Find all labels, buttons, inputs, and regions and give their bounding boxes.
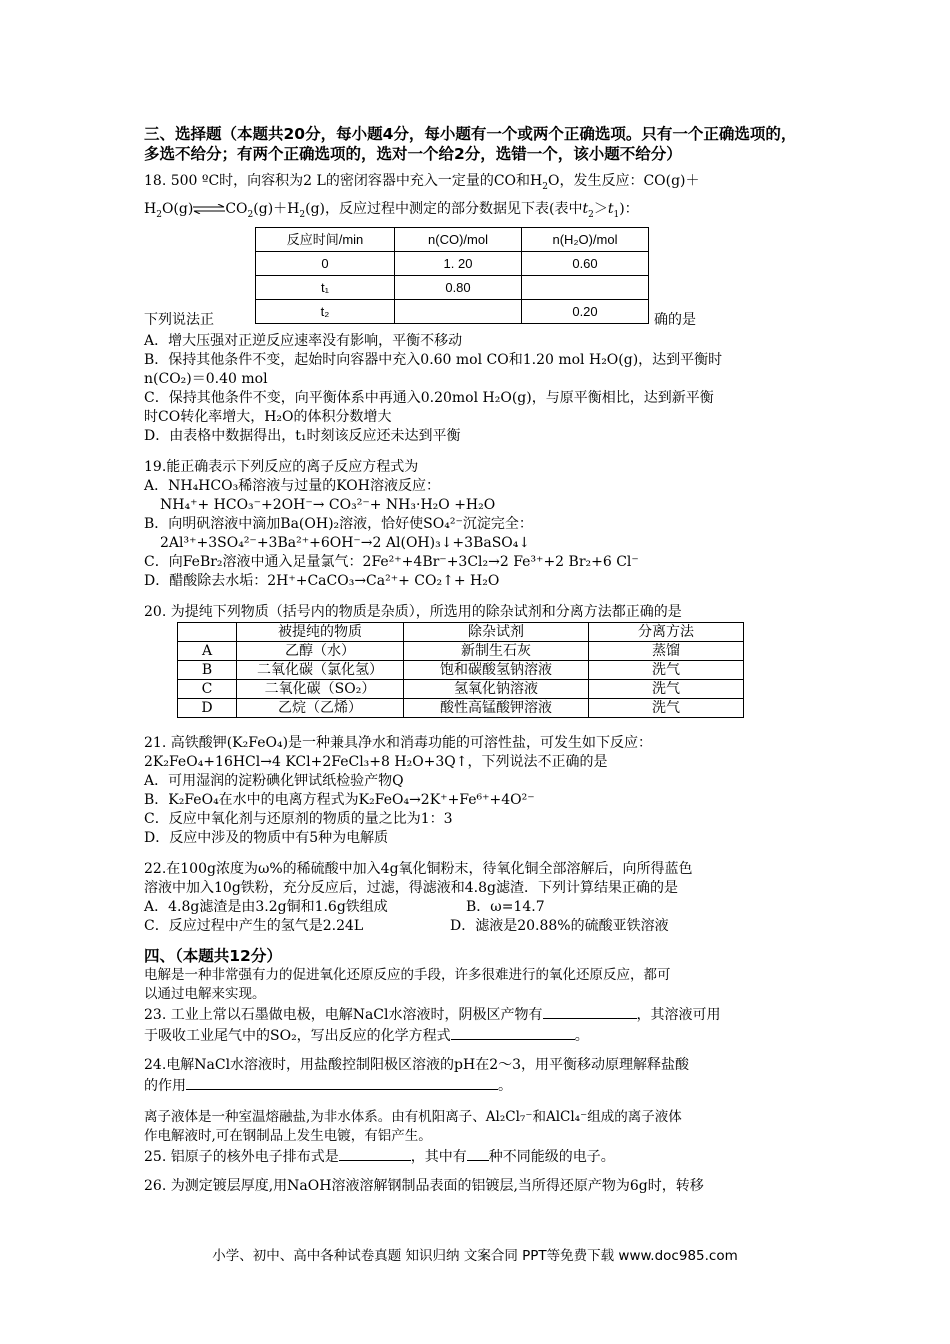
q22-stem-cont: 溶液中加入10g铁粉，充分反应后，过滤，得滤液和4.8g滤渣．下列计算结果正确的是 [144,880,679,896]
q22-options-ab [144,898,809,917]
answer-blank[interactable] [186,1075,498,1090]
table-cell: 氢氧化钠溶液 [404,680,589,699]
q21-stem-equation: 2K₂FeO₄+16HCl→4 KCl+2FeCl₃+8 H₂O+3Q↑，下列说法不正确的是 [144,754,608,770]
table-row [256,252,649,276]
section-4-intro: 电解是一种非常强有力的促进氧化还原反应的手段，许多很难进行的氧化还原反应，都可 [144,967,671,983]
q19-option-d: D．醋酸除去水垢：2H⁺+CaCO₃→Ca²⁺+ CO₂↑+ H₂O [144,573,500,589]
table-header-cell: n(CO)/mol [395,228,522,252]
ionic-liquid-intro-cont: 作电解液时,可在钢制品上发生电镀，有铝产生。 [144,1128,432,1144]
q22-option-c: C．反应过程中产生的氢气是2.24L [144,918,364,934]
q18-stem: 18. 500 ºC时，向容积为2 L的密闭容器中充入一定量的CO和$H_2O$，发生反应：CO(g)＋ [144,173,700,192]
section-4-header: 四、（本题共12分） [144,947,282,965]
table-cell: 二氧化碳（SO₂） [237,680,404,699]
q23-line1: 23. 工业上常以石墨做电极，电解NaCl水溶液时，阴极区产物有 ，其溶液可用 [144,1004,809,1025]
table-cell: 新制生石灰 [404,642,589,661]
table-cell: 乙烷（乙烯） [237,699,404,718]
q24-line2: 的作用 。 [144,1075,809,1096]
q20-purification-table [177,622,744,718]
table-cell: 0 [256,252,395,276]
q18-option-a: A．增大压强对正逆反应速率没有影响，平衡不移动 [144,333,463,349]
table-row [256,300,649,324]
q18-option-b-cont: n(CO₂)＝0.40 mol [144,371,268,387]
table-cell: t₁ [256,276,395,300]
table-row [178,680,744,699]
q26: 26. 为测定镀层厚度,用NaOH溶液溶解钢制品表面的铝镀层,当所得还原产物为6g时，转移 [144,1178,704,1194]
q22-option-b: B．ω=14.7 [466,899,545,915]
table-cell: C [178,680,237,699]
table-cell [395,300,522,324]
q19-stem: 19.能正确表示下列反应的离子反应方程式为 [144,459,419,475]
table-header-cell: 除杂试剂 [404,623,589,642]
table-row [256,228,649,252]
table-header-cell: n(H₂O)/mol [522,228,649,252]
q18-option-b: B．保持其他条件不变，起始时向容器中充入0.60 mol CO和1.20 mol H₂O(g)，达到平衡时 [144,352,723,368]
table-row [178,623,744,642]
table-cell: 蒸馏 [589,642,744,661]
table-row [178,642,744,661]
table-cell: D [178,699,237,718]
q19-option-b-equation: 2Al³⁺+3SO₄²⁻+3Ba²⁺+6OH⁻→2 Al(OH)₃↓+3BaSO₄↓ [160,535,531,551]
q19-option-a: A．NH₄HCO₃稀溶液与过量的KOH溶液反应： [144,478,440,494]
table-cell: t₂ [256,300,395,324]
section-3-header: 三、选择题（本题共20分，每小题4分，每小题有一个或两个正确选项。只有一个正确选项的，多选不给分；有两个正确选项的，选对一个给2分，选错一个，该小题不给分） [144,125,797,163]
table-cell: 洗气 [589,680,744,699]
q18-data-table [255,227,649,324]
table-cell: 0.60 [522,252,649,276]
table-row [178,699,744,718]
q21-option-c: C．反应中氧化剂与还原剂的物质的量之比为1：3 [144,811,453,827]
q18-lead-left: 下列说法正 [144,312,214,328]
q18-option-c: C．保持其他条件不变，向平衡体系中再通入0.20mol H₂O(g)，与原平衡相比，达到新平衡 [144,390,714,406]
table-row [256,276,649,300]
table-cell: 酸性高锰酸钾溶液 [404,699,589,718]
q24-line1: 24.电解NaCl水溶液时，用盐酸控制阳极区溶液的pH在2～3，用平衡移动原理解释盐酸 [144,1057,690,1073]
table-cell: 0.20 [522,300,649,324]
q21-option-b: B．K₂FeO₄在水中的电离方程式为K₂FeO₄→2K⁺+Fe⁶⁺+4O²⁻ [144,792,535,808]
q19-option-c: C．向FeBr₂溶液中通入足量氯气：2Fe²⁺+4Br⁻+3Cl₂→2 Fe³⁺+2 Br₂+6 Cl⁻ [144,554,639,570]
q18-stem-line2: $H_2O(g)$ $CO_2(g)+H_2(g)$，反应过程中测定的部分数据见下表(表中$t_2>t_1$)： [144,201,639,220]
table-header-cell: 分离方法 [589,623,744,642]
q18-option-d: D．由表格中数据得出，t₁时刻该反应还未达到平衡 [144,428,461,444]
q23-line2: 于吸收工业尾气中的SO₂，写出反应的化学方程式 。 [144,1025,809,1046]
answer-blank[interactable] [467,1146,489,1161]
q18-lead-right: 确的是 [654,312,696,328]
table-cell: 洗气 [589,661,744,680]
exam-page [144,124,809,1196]
q22-options-cd [144,917,809,936]
equilibrium-arrow-icon [193,204,225,214]
table-row [178,661,744,680]
q19-option-b: B．向明矾溶液中滴加Ba(OH)₂溶液，恰好使SO₄²⁻沉淀完全： [144,516,533,532]
table-cell: 洗气 [589,699,744,718]
q21-option-a: A．可用湿润的淀粉碘化钾试纸检验产物Q [144,773,404,789]
q19-option-a-equation: NH₄⁺+ HCO₃⁻+2OH⁻→ CO₃²⁻+ NH₃·H₂O +H₂O [160,497,496,513]
table-cell: 1. 20 [395,252,522,276]
q21-stem: 21. 高铁酸钾(K₂FeO₄)是一种兼具净水和消毒功能的可溶性盐，可发生如下反应： [144,735,653,751]
table-cell: 0.80 [395,276,522,300]
answer-blank[interactable] [339,1146,411,1161]
table-header-cell [178,623,237,642]
q18-table-area [144,225,809,329]
answer-blank[interactable] [543,1004,637,1019]
ionic-liquid-intro: 离子液体是一种室温熔融盐,为非水体系。由有机阳离子、Al₂Cl₇⁻和AlCl₄⁻组成的离子液体 [144,1109,682,1125]
q22-option-a: A．4.8g滤渣是由3.2g铜和1.6g铁组成 [144,899,388,915]
q21-option-d: D．反应中涉及的物质中有5种为电解质 [144,830,389,846]
table-header-cell: 反应时间/min [256,228,395,252]
q22-stem: 22.在100g浓度为ω%的稀硫酸中加入4g氧化铜粉末，待氧化铜全部溶解后，向所得蓝色 [144,861,693,877]
q18-option-c-cont: 时CO转化率增大，H₂O的体积分数增大 [144,409,392,425]
table-header-cell: 被提纯的物质 [237,623,404,642]
table-cell: 二氧化碳（氯化氢） [237,661,404,680]
q20-stem: 20. 为提纯下列物质（括号内的物质是杂质），所选用的除杂试剂和分离方法都正确的是 [144,604,682,620]
q25: 25. 铝原子的核外电子排布式是 ，其中有 种不同能级的电子。 [144,1146,809,1167]
section-4-intro-cont: 以通过电解来实现。 [144,986,266,1002]
answer-blank[interactable] [451,1025,575,1040]
table-cell: A [178,642,237,661]
table-cell: B [178,661,237,680]
table-cell: 乙醇（水） [237,642,404,661]
table-cell [522,276,649,300]
table-cell: 饱和碳酸氢钠溶液 [404,661,589,680]
page-footer: 小学、初中、高中各种试卷真题 知识归纳 文案合同 PPT等免费下载 www.doc985.com [212,1248,738,1264]
q22-option-d: D．滤液是20.88%的硫酸亚铁溶液 [450,918,669,934]
